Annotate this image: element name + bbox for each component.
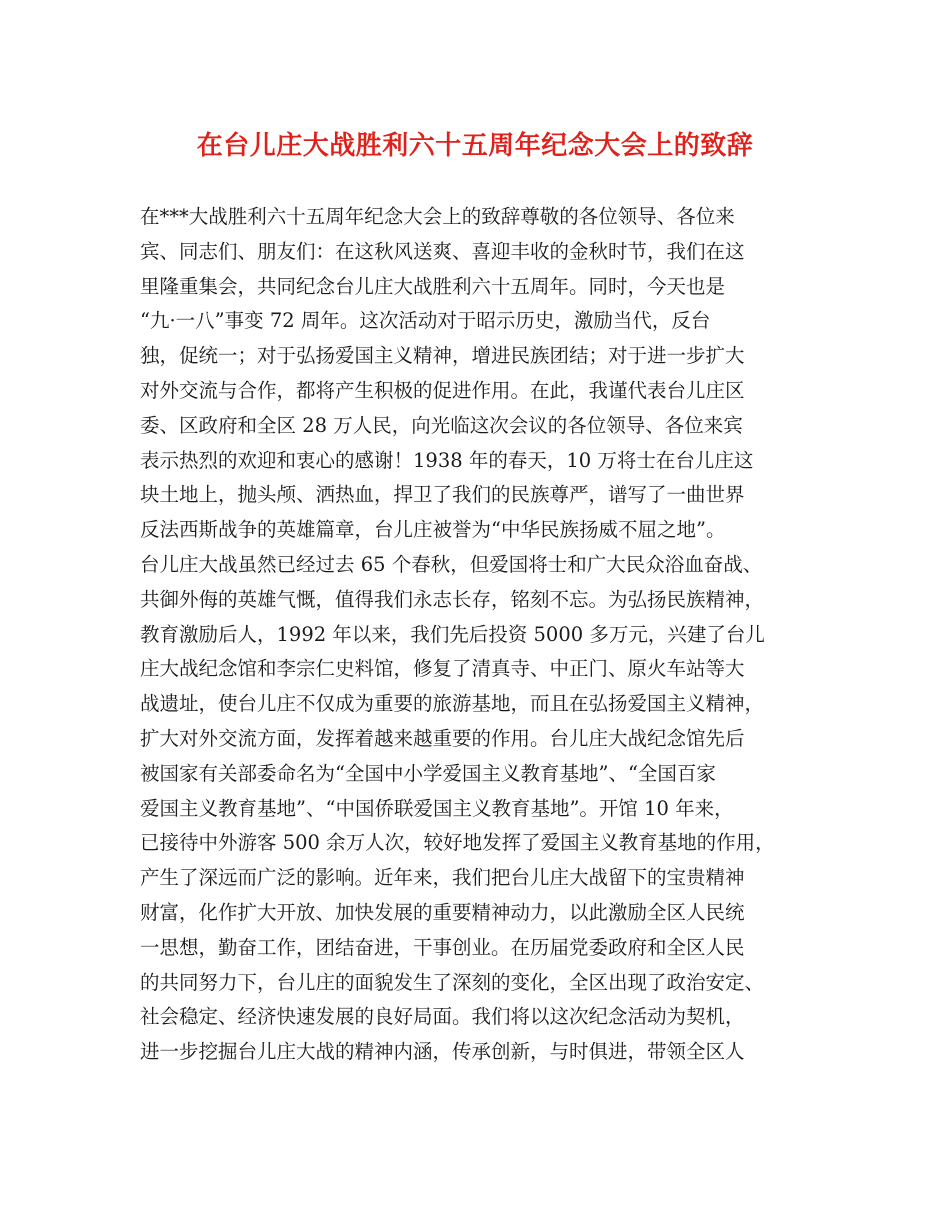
body-line: 委、区政府和全区 28 万人民，向光临这次会议的各位领导、各位来宾	[140, 413, 743, 437]
body-line: 进一步挖掘台儿庄大战的精神内涵，传承创新，与时俱进，带领全区人	[140, 1040, 745, 1064]
body-line: 表示热烈的欢迎和衷心的感谢！1938 年的春天，10 万将士在台儿庄这	[140, 448, 754, 472]
body-line: 教育激励后人，1992 年以来，我们先后投资 5000 多万元，兴建了台儿	[140, 622, 765, 646]
body-line: 反法西斯战争的英雄篇章，台儿庄被誉为“中华民族扬威不屈之地”。	[140, 518, 726, 542]
body-line: 台儿庄大战虽然已经过去 65 个春秋，但爱国将士和广大民众浴血奋战、	[140, 552, 763, 576]
body-line: 已接待中外游客 500 余万人次，较好地发挥了爱国主义教育基地的作用，	[140, 831, 775, 855]
document-title: 在台儿庄大战胜利六十五周年纪念大会上的致辞	[196, 131, 754, 161]
body-line: 爱国主义教育基地”、“中国侨联爱国主义教育基地”。开馆 10 年来，	[140, 796, 734, 820]
body-line: 财富，化作扩大开放、加快发展的重要精神动力，以此激励全区人民统	[140, 900, 745, 924]
body-line: 的共同努力下，台儿庄的面貌发生了深刻的变化，全区出现了政治安定、	[140, 970, 765, 994]
body-line: 庄大战纪念馆和李宗仁史料馆，修复了清真寺、中正门、原火车站等大	[140, 657, 745, 681]
body-line: 扩大对外交流方面，发挥着越来越重要的作用。台儿庄大战纪念馆先后	[140, 726, 745, 750]
body-line: 块土地上，抛头颅、洒热血，捍卫了我们的民族尊严，谱写了一曲世界	[140, 483, 745, 507]
body-line: 独，促统一；对于弘扬爱国主义精神，增进民族团结；对于进一步扩大	[140, 344, 745, 368]
body-line: 共御外侮的英雄气慨，值得我们永志长存，铭刻不忘。为弘扬民族精神，	[140, 587, 765, 611]
body-line: “九·一八”事变 72 周年。这次活动对于昭示历史，激励当代，反台	[140, 309, 711, 333]
body-line: 在***大战胜利六十五周年纪念大会上的致辞尊敬的各位领导、各位来	[140, 205, 735, 228]
body-line: 对外交流与合作，都将产生积极的促进作用。在此，我谨代表台儿庄区	[140, 378, 745, 402]
document-body	[140, 200, 820, 1070]
body-line: 被国家有关部委命名为“全国中小学爱国主义教育基地”、“全国百家	[140, 761, 716, 785]
body-line: 社会稳定、经济快速发展的良好局面。我们将以这次纪念活动为契机，	[140, 1005, 745, 1029]
body-line: 宾、同志们、朋友们：在这秋风送爽、喜迎丰收的金秋时节，我们在这	[140, 239, 745, 263]
body-line: 一思想，勤奋工作，团结奋进，干事创业。在历届党委政府和全区人民	[140, 935, 745, 959]
body-line: 产生了深远而广泛的影响。近年来，我们把台儿庄大战留下的宝贵精神	[140, 866, 745, 890]
body-line: 里隆重集会，共同纪念台儿庄大战胜利六十五周年。同时，今天也是	[140, 274, 726, 298]
body-line: 战遗址，使台儿庄不仅成为重要的旅游基地，而且在弘扬爱国主义精神，	[140, 692, 765, 716]
